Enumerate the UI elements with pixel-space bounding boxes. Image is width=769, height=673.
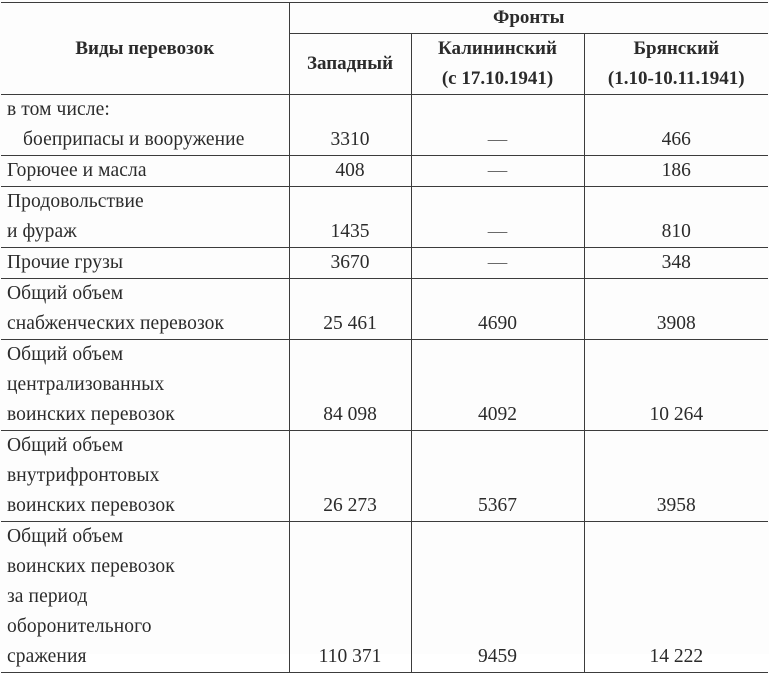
row-kind bbox=[1, 340, 289, 431]
value-western: 25 461 bbox=[289, 279, 411, 340]
row-kind bbox=[1, 279, 289, 340]
row-kind-line: и фураж bbox=[7, 221, 77, 242]
row-kind-line: Горючее и масла bbox=[7, 160, 147, 181]
value-western: 3310 bbox=[289, 95, 411, 156]
header-kalinin bbox=[411, 34, 584, 95]
value-kalinin: — bbox=[411, 187, 584, 248]
header-bryansk bbox=[584, 34, 768, 95]
value-bryansk: 14 222 bbox=[584, 522, 768, 673]
value-bryansk: 3958 bbox=[584, 431, 768, 522]
row-kind-line: воинских перевозок bbox=[7, 495, 175, 516]
table-row bbox=[1, 279, 768, 340]
row-kind-line: боеприпасы и вооружение bbox=[23, 129, 245, 150]
table-body bbox=[1, 95, 768, 673]
row-kind bbox=[1, 156, 289, 187]
value-bryansk: 810 bbox=[584, 187, 768, 248]
header-bryansk-line1: Брянский bbox=[633, 38, 720, 59]
table-row bbox=[1, 187, 768, 248]
row-kind bbox=[1, 187, 289, 248]
value-western: 3670 bbox=[289, 248, 411, 279]
row-kind-line: Общий объем bbox=[7, 526, 124, 547]
value-bryansk: 466 bbox=[584, 95, 768, 156]
value-western: 408 bbox=[289, 156, 411, 187]
row-kind bbox=[1, 431, 289, 522]
row-kind-line: в том числе: bbox=[7, 99, 110, 120]
header-fronts: Фронты bbox=[289, 3, 768, 34]
value-kalinin: — bbox=[411, 248, 584, 279]
value-bryansk: 3908 bbox=[584, 279, 768, 340]
row-kind bbox=[1, 248, 289, 279]
table-row bbox=[1, 431, 768, 522]
value-kalinin: 4690 bbox=[411, 279, 584, 340]
row-kind-line: Прочие грузы bbox=[7, 252, 124, 273]
row-kind-line: воинских перевозок bbox=[7, 556, 175, 577]
row-kind-line: воинских перевозок bbox=[7, 404, 175, 425]
value-kalinin: 9459 bbox=[411, 522, 584, 673]
row-kind-line: за период bbox=[7, 586, 88, 607]
value-western: 110 371 bbox=[289, 522, 411, 673]
freight-table bbox=[1, 2, 768, 673]
value-bryansk: 186 bbox=[584, 156, 768, 187]
value-western: 26 273 bbox=[289, 431, 411, 522]
value-bryansk: 10 264 bbox=[584, 340, 768, 431]
value-kalinin: 5367 bbox=[411, 431, 584, 522]
header-kalinin-line1: Калининский bbox=[438, 38, 557, 59]
value-kalinin: 4092 bbox=[411, 340, 584, 431]
table-header bbox=[1, 3, 768, 95]
table-row bbox=[1, 156, 768, 187]
row-kind-line: Общий объем bbox=[7, 283, 124, 304]
row-kind-line: оборонительного bbox=[7, 616, 152, 637]
header-bryansk-line2: (1.10-10.11.1941) bbox=[607, 68, 745, 89]
header-kalinin-line2: (с 17.10.1941) bbox=[441, 68, 554, 89]
row-kind-line: Общий объем bbox=[7, 435, 124, 456]
table-row bbox=[1, 522, 768, 673]
header-kind: Виды перевозок bbox=[1, 3, 289, 95]
row-kind bbox=[1, 95, 289, 156]
row-kind-line: сражения bbox=[7, 646, 87, 667]
row-kind-line: внутрифронтовых bbox=[7, 465, 160, 486]
header-western-line1: Западный bbox=[306, 53, 394, 74]
value-kalinin: — bbox=[411, 156, 584, 187]
value-western: 84 098 bbox=[289, 340, 411, 431]
table-row bbox=[1, 248, 768, 279]
table-row bbox=[1, 340, 768, 431]
row-kind-line: Продовольствие bbox=[7, 191, 144, 212]
value-kalinin: — bbox=[411, 95, 584, 156]
row-kind bbox=[1, 522, 289, 673]
table-row bbox=[1, 95, 768, 156]
value-western: 1435 bbox=[289, 187, 411, 248]
row-kind-line: Общий объем bbox=[7, 344, 124, 365]
value-bryansk: 348 bbox=[584, 248, 768, 279]
row-kind-line: снабженческих перевозок bbox=[7, 313, 225, 334]
header-western bbox=[289, 34, 411, 95]
row-kind-line: централизованных bbox=[7, 374, 165, 395]
